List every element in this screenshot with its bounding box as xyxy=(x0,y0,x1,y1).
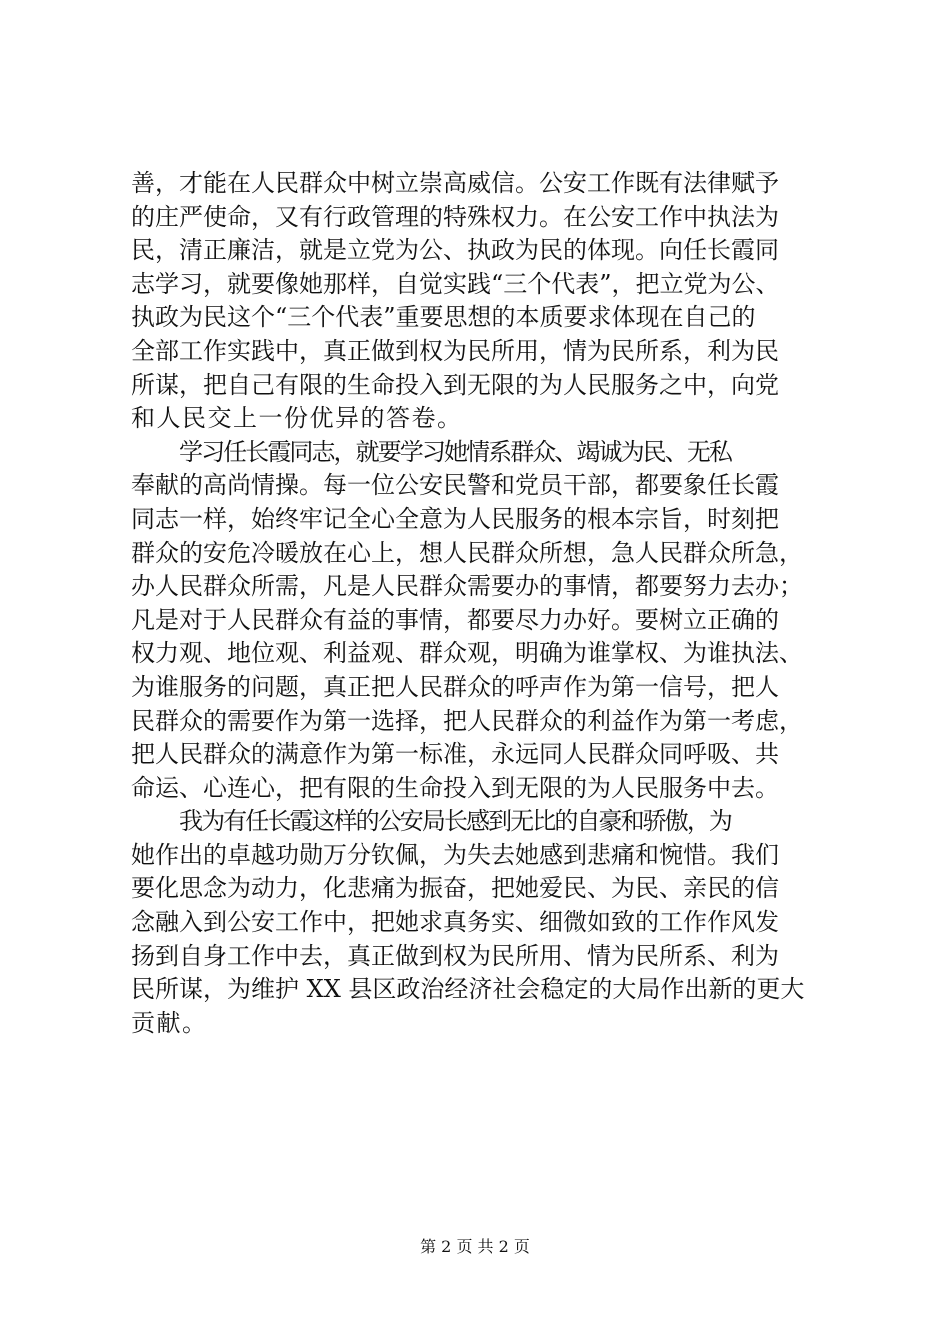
text-line: 权力观、地位观、利益观、群众观，明确为谁掌权、为谁执法、 xyxy=(131,639,803,668)
text-line: 奉献的高尚情操。每一位公安民警和党员干部，都要象任长霞 xyxy=(131,471,779,500)
text-line: 志学习，就要像她那样，自觉实践“三个代表”，把立党为公、 xyxy=(131,269,780,298)
text-line: 要化思念为动力，化悲痛为振奋，把她爱民、为民、亲民的信 xyxy=(131,874,779,903)
text-line: 全部工作实践中，真正做到权为民所用，情为民所系，利为民 xyxy=(131,336,779,365)
text-line: 的庄严使命，又有行政管理的特殊权力。在公安工作中执法为 xyxy=(131,202,779,231)
text-line: 贡献。 xyxy=(131,1008,208,1037)
text-line: 善，才能在人民群众中树立崇高威信。公安工作既有法律赋予 xyxy=(131,169,779,197)
text-line: 凡是对于人民群众有益的事情，都要尽力办好。要树立正确的 xyxy=(131,605,779,634)
document-body xyxy=(131,167,831,1040)
text-line: 她作出的卓越功勋万分钦佩，为失去她感到悲痛和惋惜。我们 xyxy=(131,840,779,869)
text-line: 同志一样，始终牢记全心全意为人民服务的根本宗旨，时刻把 xyxy=(131,504,779,533)
text-line: 把人民群众的满意作为第一标准，永远同人民群众同呼吸、共 xyxy=(131,740,779,769)
text-line: 民，清正廉洁，就是立党为公、执政为民的体现。向任长霞同 xyxy=(131,236,779,265)
text-line: 民群众的需要作为第一选择，把人民群众的利益作为第一考虑， xyxy=(131,706,803,735)
text-line: 扬到自身工作中去，真正做到权为民所用、情为民所系、利为 xyxy=(131,941,779,970)
text-line: 所谋，把自己有限的生命投入到无限的为人民服务之中，向党 xyxy=(131,370,779,399)
text-line: 命运、心连心，把有限的生命投入到无限的为人民服务中去。 xyxy=(131,773,779,802)
text-line: 群众的安危冷暖放在心上，想人民群众所想，急人民群众所急， xyxy=(131,538,803,567)
text-line: 我为有任长霞这样的公安局长感到无比的自豪和骄傲，为 xyxy=(179,807,731,836)
text-line: 为谁服务的问题，真正把人民群众的呼声作为第一信号，把人 xyxy=(131,672,779,701)
text-line: 学习任长霞同志，就要学习她情系群众、竭诚为民、无私 xyxy=(179,437,731,466)
text-line: 执政为民这个“三个代表”重要思想的本质要求体现在自己的 xyxy=(131,303,756,332)
text-line: 民所谋，为维护 XX 县区政治经济社会稳定的大局作出新的更大 xyxy=(131,975,805,1004)
page-footer: 第 2 页 共 2 页 xyxy=(420,1237,530,1256)
text-line: 和人民交上一份优异的答卷。 xyxy=(131,404,463,433)
text-line: 念融入到公安工作中，把她求真务实、细微如致的工作作风发 xyxy=(131,908,779,937)
text-line: 办人民群众所需，凡是人民群众需要办的事情，都要努力去办； xyxy=(131,572,803,601)
